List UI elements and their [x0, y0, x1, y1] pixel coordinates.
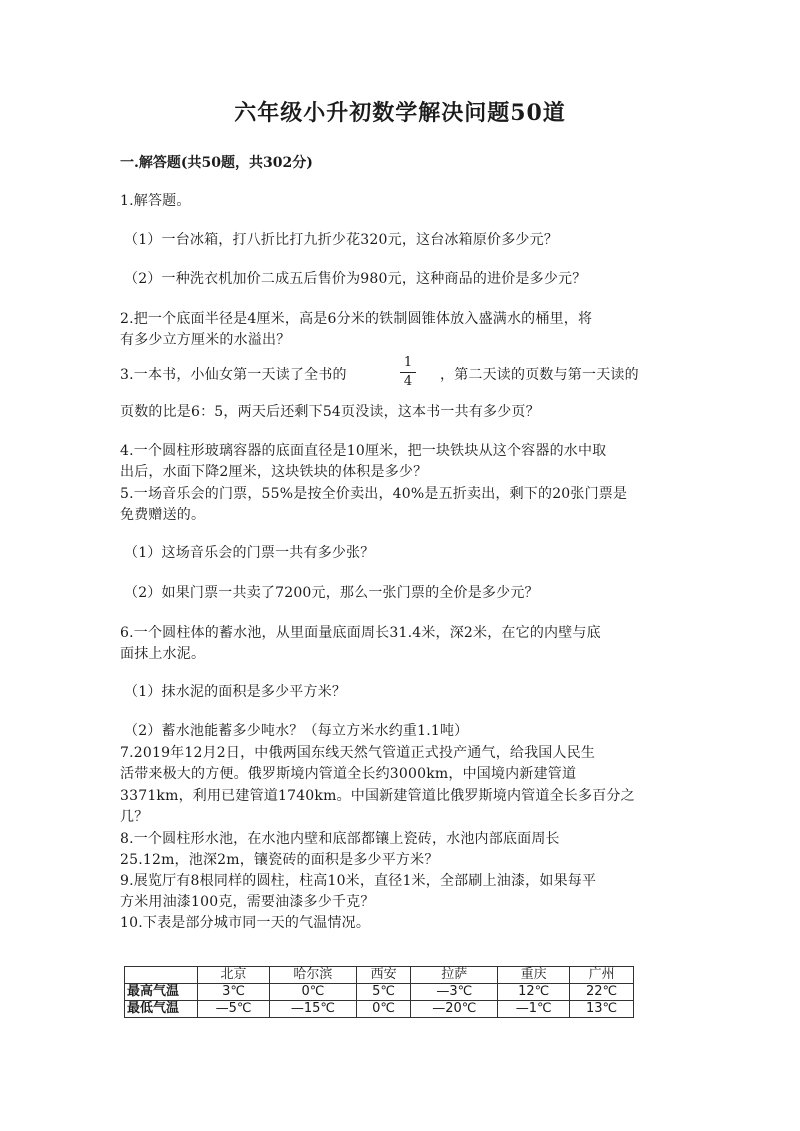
question-6-part-1: （1）抹水泥的面积是多少平方米？ — [124, 684, 347, 700]
table-header-row — [125, 967, 634, 984]
question-4-line-1: 4.一个圆柱形玻璃容器的底面直径是10厘米，把一块铁块从这个容器的水中取 — [120, 443, 607, 459]
question-5-line-2: 免费赠送的。 — [120, 507, 206, 523]
question-5-part-1: （1）这场音乐会的门票一共有多少张？ — [124, 545, 375, 561]
question-2-line-1: 2.把一个底面半径是4厘米，高是6分米的铁制圆锥体放入盛满水的桶里，将 — [120, 311, 593, 327]
table-cell: 13℃ — [570, 1001, 634, 1018]
question-10: 10.下表是部分城市同一天的气温情况。 — [120, 915, 371, 931]
table-row-label: 最低气温 — [125, 1001, 198, 1018]
table-cell: —1℃ — [498, 1001, 570, 1018]
table-header-cell: 哈尔滨 — [270, 967, 357, 984]
table-cell: —20℃ — [411, 1001, 498, 1018]
question-8-line-2: 25.12m，池深2m，镶瓷砖的面积是多少平方米？ — [120, 852, 439, 868]
section-heading: 一.解答题(共50题，共302分) — [120, 155, 313, 171]
table-cell: 12℃ — [498, 984, 570, 1001]
question-5-part-2: （2）如果门票一共卖了7200元，那么一张门票的全价是多少元？ — [124, 585, 539, 601]
table-cell: 0℃ — [356, 1001, 411, 1018]
table-cell: —3℃ — [411, 984, 498, 1001]
question-6-part-2: （2）蓄水池能蓄多少吨水？（每立方米水约重1.1吨） — [124, 723, 469, 739]
table-cell: —5℃ — [198, 1001, 270, 1018]
table-row — [125, 984, 634, 1001]
question-3-line-2: 页数的比是6：5，两天后还剩下54页没读，这本书一共有多少页？ — [120, 404, 540, 420]
question-4-line-2: 出后，水面下降2厘米，这块铁块的体积是多少？ — [120, 464, 428, 480]
question-2-line-2: 有多少立方厘米的水溢出？ — [120, 332, 291, 348]
question-7-line-2: 活带来极大的方便。俄罗斯境内管道全长约3000km，中国境内新建管道 — [120, 766, 577, 782]
question-7-line-1: 7.2019年12月2日，中俄两国东线天然气管道正式投产通气，给我国人民生 — [120, 745, 596, 761]
table-header-cell: 北京 — [198, 967, 270, 984]
fraction-bar — [400, 372, 416, 373]
question-9-line-1: 9.展览厅有8根同样的圆柱，柱高10米，直径1米，全部刷上油漆，如果每平 — [120, 873, 597, 889]
table-header-cell: 广州 — [570, 967, 634, 984]
question-7-line-4: 几？ — [120, 809, 149, 825]
temperature-table — [124, 966, 634, 1018]
table-header-cell: 重庆 — [498, 967, 570, 984]
table-row-label: 最高气温 — [125, 984, 198, 1001]
table-row — [125, 1001, 634, 1018]
page-title: 六年级小升初数学解决问题50道 — [234, 100, 566, 126]
table-cell: 5℃ — [356, 984, 411, 1001]
table-cell: 22℃ — [570, 984, 634, 1001]
table-cell: —15℃ — [270, 1001, 357, 1018]
fraction-denominator: 4 — [403, 374, 413, 389]
table-header-cell: 拉萨 — [411, 967, 498, 984]
fraction-numerator: 1 — [403, 355, 413, 370]
table-cell: 3℃ — [198, 984, 270, 1001]
table-cell: 0℃ — [270, 984, 357, 1001]
table-header-cell: 西安 — [356, 967, 411, 984]
question-1: 1.解答题。 — [120, 193, 191, 209]
question-7-line-3: 3371km，利用已建管道1740km。中国新建管道比俄罗斯境内管道全长多百分之 — [120, 788, 635, 804]
question-3-line-1-right: ，第二天读的页数与第一天读的 — [440, 367, 639, 383]
question-1-part-2: （2）一种洗衣机加价二成五后售价为980元，这种商品的进价是多少元？ — [124, 271, 587, 287]
question-6-line-1: 6.一个圆柱体的蓄水池，从里面量底面周长31.4米，深2米，在它的内壁与底 — [120, 625, 601, 641]
question-3-line-1-left: 3.一本书，小仙女第一天读了全书的 — [120, 367, 347, 383]
question-1-part-1: （1）一台冰箱，打八折比打九折少花320元，这台冰箱原价多少元？ — [124, 232, 559, 248]
question-6-line-2: 面抹上水泥。 — [120, 646, 206, 662]
question-5-line-1: 5.一场音乐会的门票，55%是按全价卖出，40%是五折卖出，剩下的20张门票是 — [120, 486, 628, 502]
fraction-one-quarter — [398, 356, 418, 389]
table-header-cell — [125, 967, 198, 984]
question-8-line-1: 8.一个圆柱形水池，在水池内壁和底部都镶上瓷砖，水池内部底面周长 — [120, 831, 560, 847]
question-9-line-2: 方米用油漆100克，需要油漆多少千克？ — [120, 894, 375, 910]
